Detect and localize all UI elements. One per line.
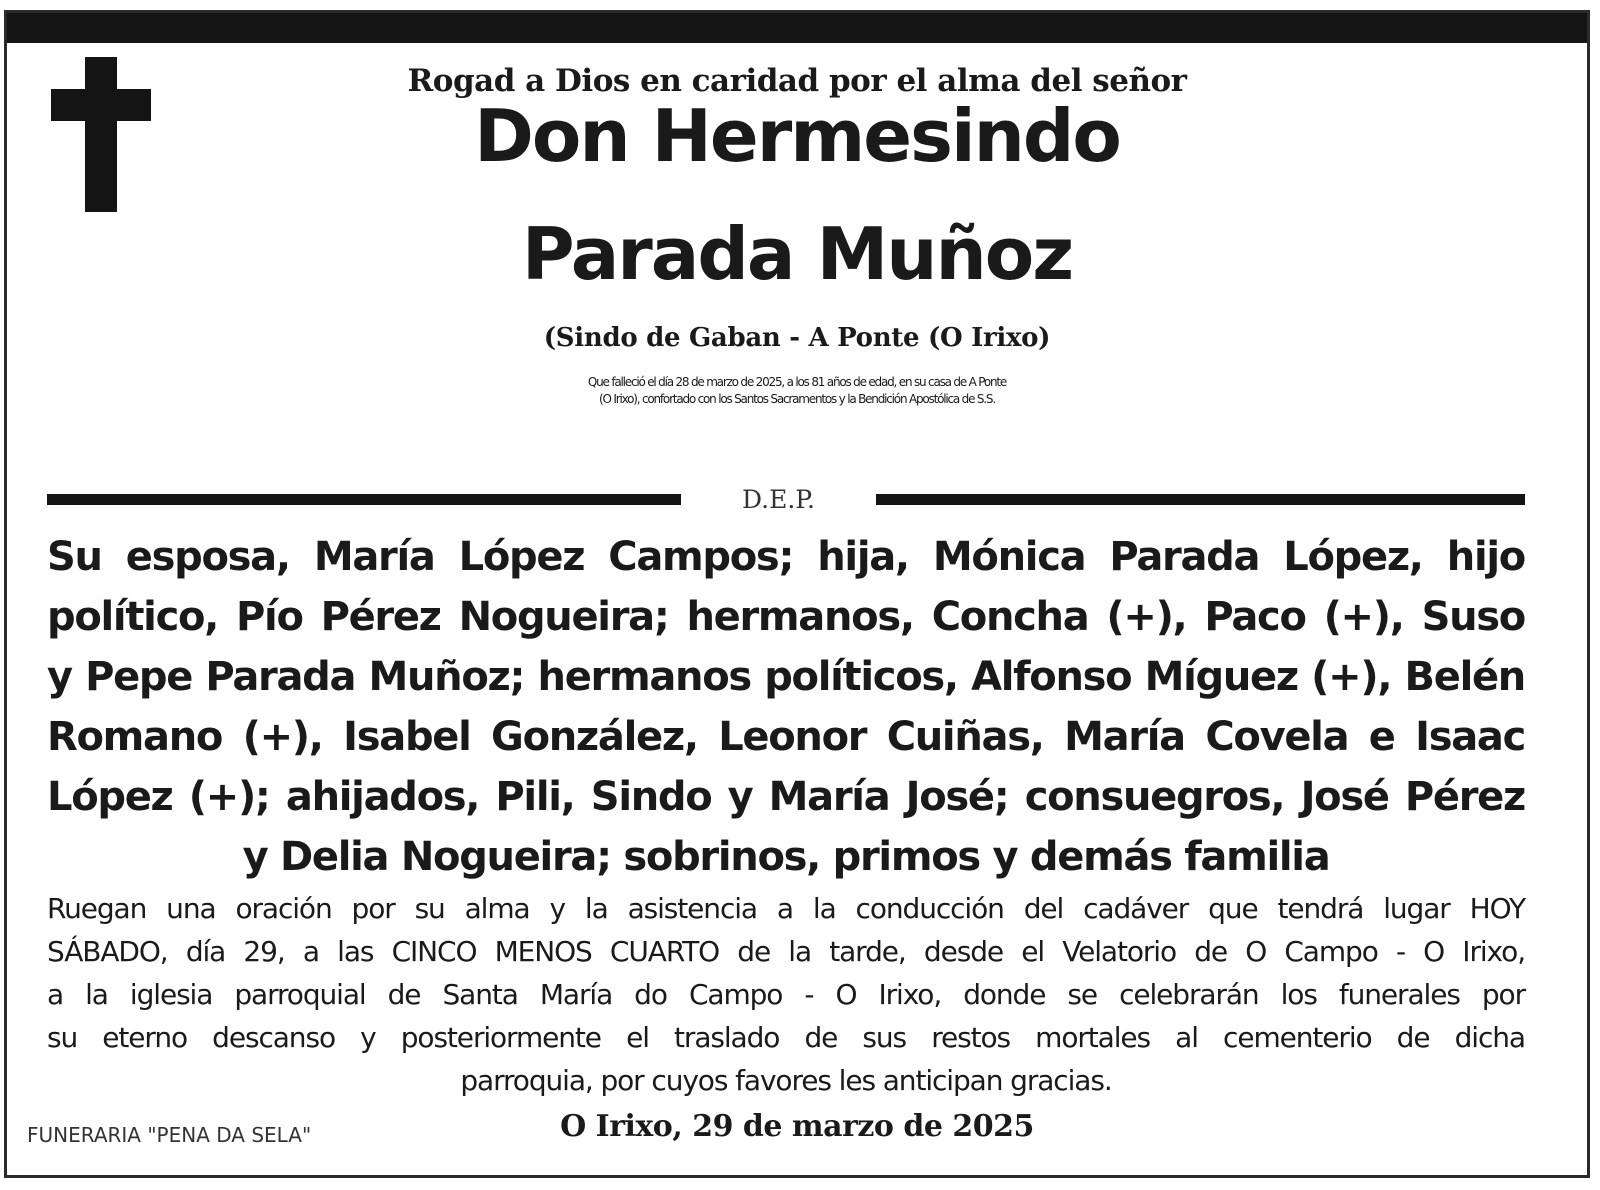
request-line: a la iglesia parroquial de Santa María do Campo - O Irixo, donde se celebrarán los funerales por [47,978,1525,1011]
family-list [47,527,1525,887]
family-line: López (+); ahijados, Pili, Sindo y María José; consuegros, José Pérez [47,774,1525,820]
death-details-line: Que falleció el día 28 de marzo de 2025, a los 81 años de edad, en su casa de A Ponte [587,375,1007,389]
top-black-bar [7,13,1587,43]
divider-line-left [47,494,681,505]
dep-label: D.E.P. [742,485,815,514]
death-details-line: (O Irixo), confortado con los Santos Sacramentos y la Bendición Apostólica de S.S. [599,392,995,407]
dep-divider [47,485,1525,515]
funeral-home-name: FUNERARIA "PENA DA SELA" [27,1123,312,1147]
deceased-name-line-2: Parada Muñoz [521,212,1073,296]
family-line: Su esposa, María López Campos; hija, Mónica Parada López, hijo [47,534,1525,580]
request-line: parroquia, por cuyos favores les anticipan gracias. [460,1064,1112,1097]
request-line: su eterno descanso y posteriormente el traslado de sus restos mortales al cementerio de dicha [47,1021,1525,1054]
death-details [7,374,1587,408]
family-line: y Pepe Parada Muñoz; hermanos políticos, Alfonso Míguez (+), Belén [47,654,1525,700]
deceased-nickname: (Sindo de Gaban - A Ponte (O Irixo) [543,323,1051,353]
intro-text: Rogad a Dios en caridad por el alma del señor [407,63,1187,99]
deceased-name-line-1: Don Hermesindo [474,94,1120,178]
request-line: Ruegan una oración por su alma y la asistencia a la conducción del cadáver que tendrá lugar HOY [47,892,1525,925]
place-and-date: O Irixo, 29 de marzo de 2025 [560,1109,1034,1144]
family-line: y Delia Nogueira; sobrinos, primos y demás familia [242,834,1330,880]
family-line: Romano (+), Isabel González, Leonor Cuiñas, María Covela e Isaac [47,714,1525,760]
funeral-request [47,887,1525,1102]
obituary-notice [4,10,1590,1178]
family-line: político, Pío Pérez Nogueira; hermanos, Concha (+), Paco (+), Suso [47,594,1525,640]
request-line: SÁBADO, día 29, a las CINCO MENOS CUARTO de la tarde, desde el Velatorio de O Campo - O Irixo, [47,935,1525,968]
divider-line-right [876,494,1525,505]
